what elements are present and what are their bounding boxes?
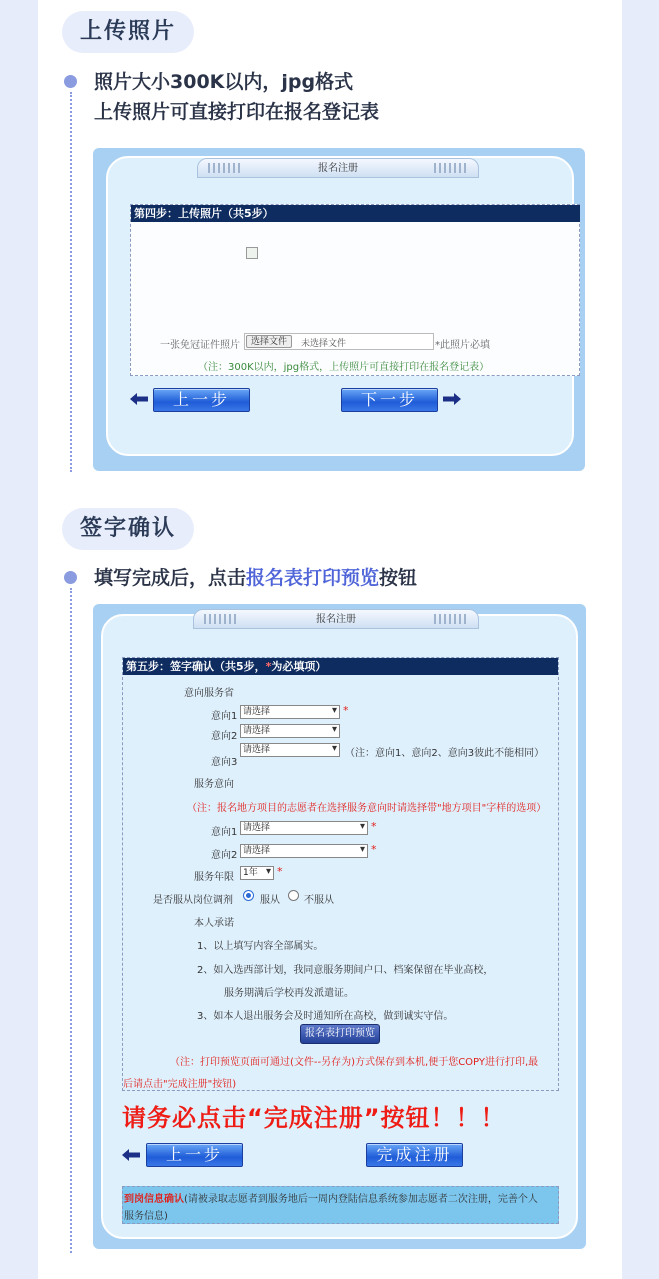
tab-decoration	[434, 163, 468, 173]
service1-select[interactable]: 请选择 ▾	[240, 821, 368, 835]
step5-header-prefix: 第五步：签字确认（共5步，	[126, 660, 266, 673]
service-intent-label: 服务意向	[194, 779, 234, 790]
intent2-select[interactable]: 请选择 ▾	[240, 724, 340, 738]
bullet-dot	[64, 571, 77, 584]
promise-item-3: 3、如本人退出服务会及时通知所在高校，做到诚实守信。	[197, 1011, 454, 1022]
tab-decoration	[208, 163, 242, 173]
required-star: *	[371, 820, 377, 833]
adjust-no-radio[interactable]	[288, 890, 299, 901]
panel-title-tab	[197, 158, 479, 178]
upload-note-line2: 上传照片可直接打印在报名登记表	[94, 101, 380, 123]
arrival-confirm-link[interactable]: 到岗信息确认	[124, 1194, 184, 1205]
file-input[interactable]	[244, 333, 434, 350]
sign-note	[94, 563, 417, 593]
service2-label: 意向2	[211, 850, 238, 861]
next-step-button[interactable]: 下一步	[341, 388, 438, 412]
required-star: *	[343, 704, 349, 717]
sign-screenshot	[93, 604, 586, 1249]
intent3-select[interactable]: 请选择 ▾	[240, 743, 340, 757]
arrival-confirm-line1	[124, 1190, 538, 1205]
required-star: *	[277, 865, 283, 878]
file-status: 未选择文件	[301, 339, 347, 349]
print-preview-button[interactable]: 报名表打印预览	[300, 1024, 380, 1044]
intent-province-label: 意向服务省	[184, 688, 234, 699]
left-arrow-icon	[122, 1149, 140, 1161]
timeline-line	[70, 92, 72, 472]
service-note: （注：报名地方项目的志愿者在选择服务意向时请选择带"地方项目"字样的选项）	[187, 803, 547, 814]
required-star: *	[371, 843, 377, 856]
section-title-sign-confirm: 签字确认	[62, 508, 194, 550]
intent2-label: 意向2	[211, 731, 238, 742]
timeline-line	[70, 588, 72, 1253]
choose-file-button[interactable]: 选择文件	[246, 335, 292, 348]
service1-label: 意向1	[211, 827, 238, 838]
step4-header: 第四步：上传照片（共5步）	[131, 205, 580, 222]
panel-title: 报名注册	[318, 163, 358, 174]
promise-item-2b: 服务期满后学校再发派遣证。	[224, 988, 354, 999]
promise-item-2a: 2、如入选西部计划，我同意服务期间户口、档案保留在毕业高校，	[197, 965, 494, 976]
left-arrow-icon	[130, 393, 148, 405]
adjust-label: 是否服从岗位调剂	[153, 895, 233, 906]
arrival-confirm-line2: 服务信息)	[124, 1211, 168, 1222]
prev-step-button[interactable]: 上一步	[153, 388, 250, 412]
finish-warning: 请务必点击“完成注册”按钮！！！	[122, 1104, 506, 1132]
sign-note-suffix: 按钮	[379, 567, 418, 589]
sign-note-highlight: 报名表打印预览	[246, 567, 380, 589]
promise-title: 本人承诺	[194, 918, 234, 929]
intent1-label: 意向1	[211, 711, 238, 722]
tab-decoration	[434, 614, 468, 624]
print-note-line2: 后请点击"完成注册"按钮)	[123, 1079, 237, 1090]
tab-decoration	[204, 614, 238, 624]
photo-label: 一张免冠证件照片	[160, 340, 240, 351]
photo-tip: （注：300K以内，jpg格式，上传照片可直接打印在报名登记表）	[198, 362, 490, 373]
intent-note: （注：意向1、意向2、意向3彼此不能相同）	[345, 748, 545, 759]
photo-required-hint: *此照片必填	[435, 340, 490, 351]
page-margin-left	[0, 0, 38, 1279]
prev-step-button[interactable]: 上一步	[146, 1143, 243, 1167]
adjust-no-label: 不服从	[304, 895, 334, 906]
step5-header	[123, 658, 558, 675]
upload-screenshot	[93, 148, 585, 471]
adjust-yes-radio[interactable]	[243, 890, 254, 901]
sign-note-prefix: 填写完成后，点击	[94, 567, 247, 589]
page-margin-right	[622, 0, 659, 1279]
print-note-line1: （注：打印预览页面可通过(文件--另存为)方式保存到本机,便于您COPY进行打印,最	[170, 1057, 539, 1068]
panel-title: 报名注册	[316, 614, 356, 625]
intent1-select[interactable]: 请选择 ▾	[240, 705, 340, 719]
bullet-dot	[64, 75, 77, 88]
arrival-confirm-text: (请被录取志愿者到服务地后一周内登陆信息系统参加志愿者二次注册，完善个人	[184, 1194, 538, 1205]
promise-item-1: 1、以上填写内容全部属实。	[197, 941, 324, 952]
years-select[interactable]: 1年 ▾	[240, 866, 274, 880]
intent3-label: 意向3	[211, 757, 238, 768]
required-star: *	[265, 660, 272, 673]
finish-register-button[interactable]: 完成注册	[366, 1143, 463, 1167]
step5-header-suffix: 为必填项）	[271, 660, 327, 673]
panel-title-tab	[193, 609, 479, 629]
years-label: 服务年限	[194, 872, 234, 883]
photo-placeholder-icon	[246, 247, 258, 259]
right-arrow-icon	[443, 393, 461, 405]
service2-select[interactable]: 请选择 ▾	[240, 844, 368, 858]
section-title-upload-photo: 上传照片	[62, 11, 194, 53]
adjust-yes-label: 服从	[260, 895, 280, 906]
radio-dot	[246, 893, 251, 898]
upload-note-line1: 照片大小300K以内，jpg格式	[94, 71, 354, 93]
